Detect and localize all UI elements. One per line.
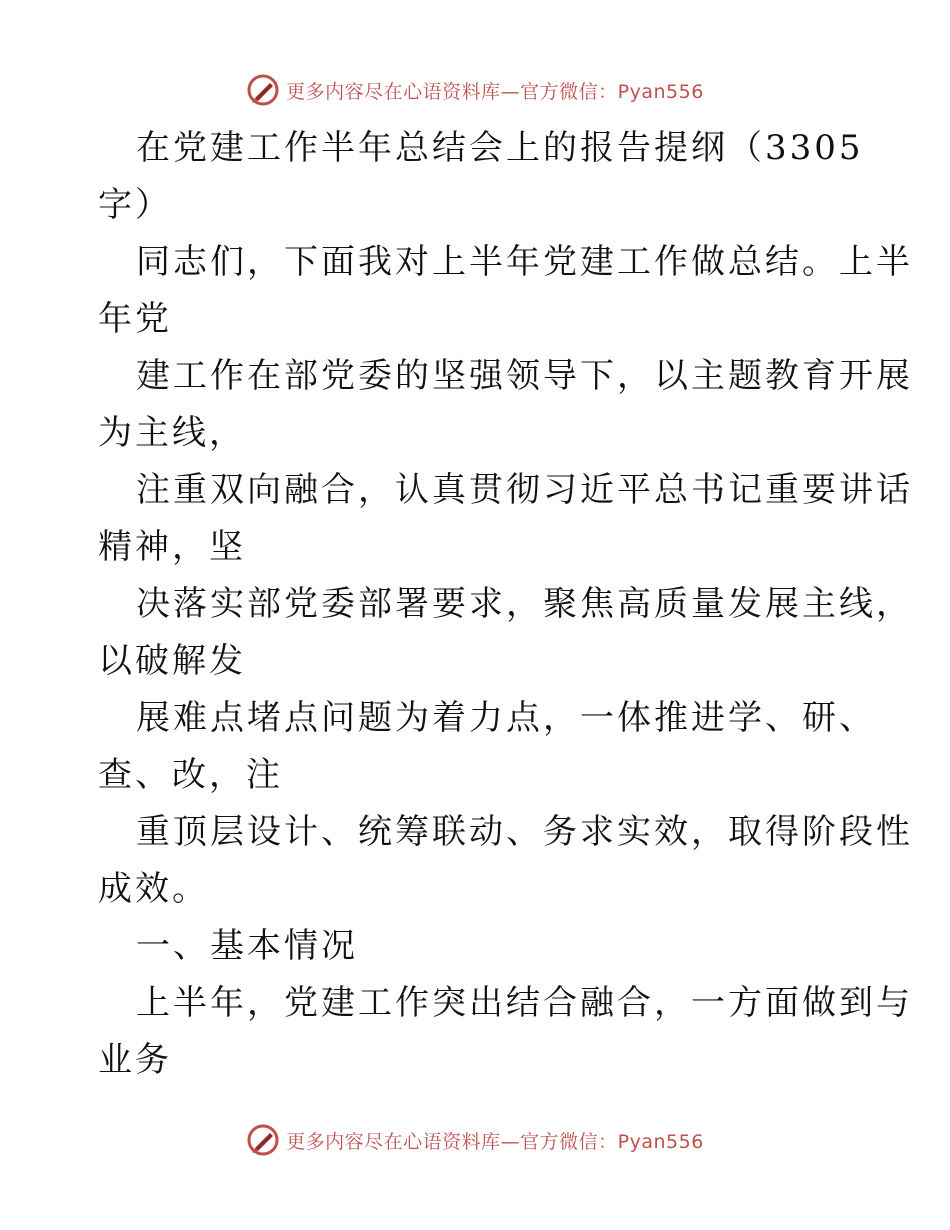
section-heading: 一、基本情况 xyxy=(136,926,358,966)
document-body xyxy=(98,120,913,1089)
footer-banner xyxy=(0,1120,950,1160)
header-banner xyxy=(0,70,950,110)
paragraph-line: 建工作在部党委的坚强领导下，以主题教育开展 xyxy=(136,356,913,396)
paragraph-line: 决落实部党委部署要求，聚焦高质量发展主线， xyxy=(136,584,913,624)
paragraph-line: 同志们，下面我对上半年党建工作做总结。上半 xyxy=(136,242,913,282)
paragraph-line: 业务 xyxy=(98,1040,172,1080)
header-banner-text: 更多内容尽在心语资料库—官方微信：Pyan556 xyxy=(286,80,704,103)
paragraph-line: 重顶层设计、统筹联动、务求实效，取得阶段性 xyxy=(136,812,913,852)
paragraph-line: 查、改，注 xyxy=(98,755,283,795)
paragraph-line: 展难点堵点问题为着力点，一体推进学、研、 xyxy=(136,698,876,738)
paragraph-line: 成效。 xyxy=(98,869,209,909)
footer-banner-text: 更多内容尽在心语资料库—官方微信：Pyan556 xyxy=(286,1130,704,1153)
paragraph-line: 上半年，党建工作突出结合融合，一方面做到与 xyxy=(136,983,913,1023)
paragraph-line: 以破解发 xyxy=(98,641,246,681)
paragraph-line: 为主线， xyxy=(98,413,246,453)
pen-circle-logo-icon xyxy=(246,1123,280,1157)
paragraph-line: 年党 xyxy=(98,299,172,339)
paragraph-line: 注重双向融合，认真贯彻习近平总书记重要讲话 xyxy=(136,470,913,510)
document-title-line: 在党建工作半年总结会上的报告提纲（3305 xyxy=(136,128,864,168)
document-title-line: 字） xyxy=(98,185,172,225)
paragraph-line: 精神，坚 xyxy=(98,527,246,567)
pen-circle-logo-icon xyxy=(246,73,280,107)
